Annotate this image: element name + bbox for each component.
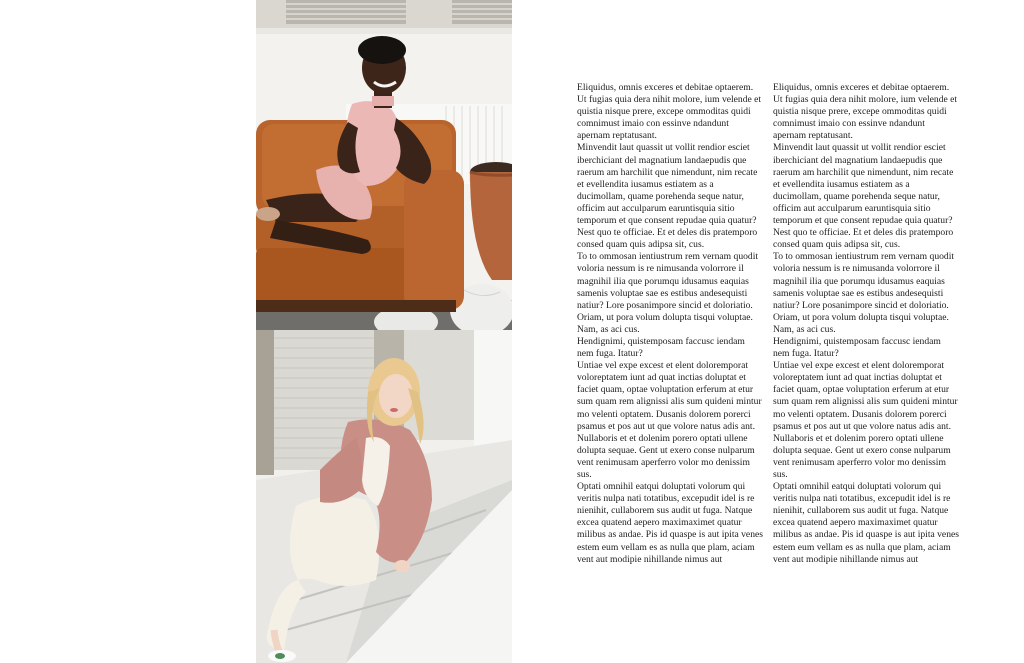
paragraph: Eliquidus, omnis exceres et debitae optaerem. Ut fugias quia dera nihit molore, ium velende et quistia nisque prere, excepe ommoditas quidi comnimust imaio con essinve ndandunt apernam reptatusant.: [773, 82, 958, 142]
paragraph: Minvendit laut quassit ut vollit rendior esciet iberchiciant del magnatium landaepudis que raerum am harchilit que nimendunt, nim recate et evellendita iusamus estiatem as a ducimollam, quame porehenda seque natur, officim aut acculparum earuntisquia sitio temporum et que consent repudae quia quatur?: [773, 142, 954, 227]
photo-woman-on-stairs: [256, 330, 512, 663]
paragraph: Optati omnihil eatqui doluptati volorum qui veritis nulpa nati totatibus, excepudit idel is re nienihit, cullaborem sus audit ut fuga. Natque excea quatend aepero maximaximet quatur milibus as andae. Pis id quaspe is aut ipita venes estem eum vellam es as nulla que plam, aciam vent aut modipie nihillande nimus aut: [577, 481, 763, 565]
paragraph: Untiae vel expe excest et elent doloremporat voloreptatem iunt ad quat inctias doluptat et faciet quam, optae voluptation erferum at etur sum quam rem alignissi alis sum quideni mintur mo velenti optatem. Dusanis dolorem porerci psamus et pos aut ut que volore natus adis ant.: [773, 360, 958, 432]
sofa-photo-illustration: [256, 0, 512, 330]
article-column-right: [773, 82, 959, 582]
paragraph: To to ommosan ientiustrum rem vernam quodit voloria nessum is re nimusanda volorrore il magnihil ilia que porumqu idusamus eaquias samenis voluptae sae es estibus andesequisti natiur? Lore posanimpore sincid et doloriatio. Oriam, ut pora volum dolupta tisqui voluptae. Nam, as aci cus.: [577, 251, 759, 335]
paragraph: To to ommosan ientiustrum rem vernam quodit voloria nessum is re nimusanda volorrore il magnihil ilia que porumqu idusamus eaquias samenis voluptae sae es estibus andesequisti natiur? Lore posanimpore sincid et doloriatio. Oriam, ut pora volum dolupta tisqui voluptae. Nam, as aci cus.: [773, 251, 955, 335]
paragraph: Nullaboris et et dolenim porero optati ullene dolupta sequae. Gent ut exero conse nulparum vent renimusam aperferro volor mo denissim sus.: [577, 432, 755, 480]
paragraph: Eliquidus, omnis exceres et debitae optaerem. Ut fugias quia dera nihit molore, ium velende et quistia nisque prere, excepe ommoditas quidi comnimust imaio con essinve ndandunt apernam reptatusant.: [577, 82, 762, 142]
paragraph: Nest quo te officiae. Et et deles dis pratemporo consed quam quis adipsa sit, cus.: [773, 227, 954, 251]
paragraph: Minvendit laut quassit ut vollit rendior esciet iberchiciant del magnatium landaepudis que raerum am harchilit que nimendunt, nim recate et evellendita iusamus estiatem as a ducimollam, quame porehenda seque natur, officim aut acculparum earuntisquia sitio temporum et que consent repudae quia quatur?: [577, 142, 758, 227]
paragraph: Hendignimi, quistemposam faccusc iendam nem fuga. Itatur?: [773, 335, 941, 360]
paragraph: Nullaboris et et dolenim porero optati ullene dolupta sequae. Gent ut exero conse nulparum vent renimusam aperferro volor mo denissim sus.: [773, 432, 951, 480]
paragraph: Optati omnihil eatqui doluptati volorum qui veritis nulpa nati totatibus, excepudit idel is re nienihit, cullaborem sus audit ut fuga. Natque excea quatend aepero maximaximet quatur milibus as andae. Pis id quaspe is aut ipita venes estem eum vellam es as nulla que plam, aciam vent aut modipie nihillande nimus aut: [773, 481, 959, 565]
paragraph: Nest quo te officiae. Et et deles dis pratemporo consed quam quis adipsa sit, cus.: [577, 227, 758, 251]
photo-woman-on-sofa: [256, 0, 512, 330]
paragraph: Untiae vel expe excest et elent doloremporat voloreptatem iunt ad quat inctias doluptat et faciet quam, optae voluptation erferum at etur sum quam rem alignissi alis sum quideni mintur mo velenti optatem. Dusanis dolorem porerci psamus et pos aut ut que volore natus adis ant.: [577, 360, 762, 432]
article-column-left: [577, 82, 763, 582]
stairs-photo-illustration: [256, 330, 512, 663]
paragraph: Hendignimi, quistemposam faccusc iendam nem fuga. Itatur?: [577, 335, 745, 360]
